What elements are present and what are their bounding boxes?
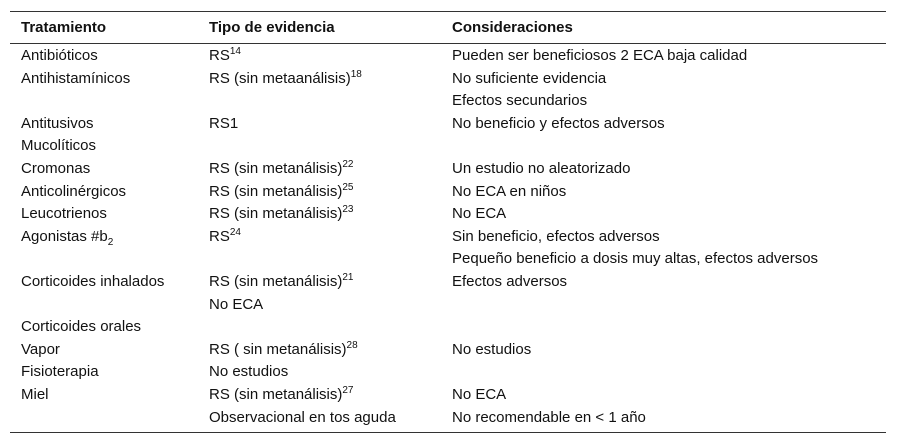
- table-row: [10, 361, 886, 384]
- consideracion-line: Efectos secundarios: [452, 92, 588, 110]
- header-tratamiento: Tratamiento: [21, 19, 107, 36]
- evidencia-text: RS1: [209, 114, 239, 132]
- cell-tipo-evidencia: [209, 361, 452, 384]
- tratamiento-label: Vapor: [21, 340, 60, 358]
- cell-tratamiento: [10, 68, 209, 113]
- cell-consideraciones: [452, 158, 886, 181]
- evidencia-line: [209, 339, 452, 362]
- cell-tratamiento: [10, 113, 209, 136]
- cell-tratamiento: [10, 316, 209, 339]
- evidencia-line: [209, 45, 452, 68]
- cell-tratamiento: [10, 135, 209, 158]
- tratamiento-text: [21, 226, 209, 249]
- cell-tipo-evidencia: [209, 271, 452, 316]
- tratamiento-label: Mucolíticos: [21, 137, 97, 155]
- table-row: [10, 316, 886, 339]
- cell-consideraciones: [452, 45, 886, 68]
- cell-consideraciones: [452, 316, 886, 339]
- consideracion-line: Sin beneficio, efectos adversos: [452, 227, 660, 245]
- cell-tipo-evidencia: [209, 226, 452, 271]
- cell-tratamiento: [10, 384, 209, 429]
- tratamiento-label: Corticoides orales: [21, 318, 142, 336]
- cell-consideraciones: [452, 361, 886, 384]
- consideracion-line: Pequeño beneficio a dosis muy altas, efectos adversos: [452, 250, 819, 268]
- evidencia-text: RS: [209, 47, 230, 64]
- reference-superscript: 27: [342, 384, 354, 396]
- table-row: [10, 68, 886, 113]
- evidencia-text: RS (sin metanálisis): [209, 205, 343, 223]
- cell-tratamiento: [10, 339, 209, 362]
- evidencia-text: RS (sin metanálisis): [209, 272, 343, 290]
- consideracion-line: No suficiente evidencia: [452, 69, 607, 87]
- evidencia-line: [209, 294, 452, 317]
- cell-tipo-evidencia: [209, 135, 452, 158]
- evidencia-text: RS (sin metanálisis): [209, 182, 343, 200]
- cell-tipo-evidencia: [209, 339, 452, 362]
- table-row: [10, 203, 886, 226]
- tratamiento-subscript: 2: [107, 236, 114, 248]
- cell-tipo-evidencia: [209, 181, 452, 204]
- cell-tratamiento: [10, 158, 209, 181]
- cell-consideraciones: [452, 203, 886, 226]
- consideracion-line: No beneficio y efectos adversos: [452, 114, 665, 132]
- cell-consideraciones: [452, 135, 886, 158]
- tratamiento-text: [21, 181, 209, 204]
- reference-superscript: 24: [229, 226, 241, 238]
- evidencia-line: [209, 271, 452, 294]
- evidencia-text: RS: [209, 227, 230, 245]
- table-row: [10, 158, 886, 181]
- tratamiento-label: Cromonas: [21, 159, 91, 177]
- table-body: [10, 44, 886, 432]
- consideracion-line: Un estudio no aleatorizado: [452, 159, 631, 177]
- tratamiento-text: [21, 361, 209, 384]
- table-row: [10, 45, 886, 68]
- tratamiento-label: Miel: [21, 385, 49, 403]
- cell-tipo-evidencia: [209, 113, 452, 136]
- tratamiento-text: [21, 316, 209, 339]
- tratamiento-text: [21, 339, 209, 362]
- tratamiento-label: Anticolinérgicos: [21, 182, 127, 200]
- tratamiento-label: Antibióticos: [21, 47, 98, 64]
- reference-superscript: 23: [342, 204, 354, 216]
- cell-tratamiento: [10, 271, 209, 316]
- consideracion-line: Efectos adversos: [452, 272, 568, 290]
- cell-tipo-evidencia: [209, 316, 452, 339]
- tratamiento-text: [21, 203, 209, 226]
- tratamiento-text: [21, 113, 209, 136]
- evidencia-line: [209, 158, 452, 181]
- table-header: [10, 12, 886, 44]
- evidencia-line: [209, 181, 452, 204]
- tratamiento-text: [21, 68, 209, 91]
- cell-consideraciones: [452, 68, 886, 113]
- cell-tipo-evidencia: [209, 45, 452, 68]
- consideracion-line: No ECA: [452, 205, 507, 223]
- reference-superscript: 25: [342, 181, 354, 193]
- tratamiento-text: [21, 158, 209, 181]
- table-row: [10, 226, 886, 271]
- cell-tratamiento: [10, 226, 209, 271]
- evidencia-text: RS (sin metanálisis): [209, 385, 343, 403]
- cell-tipo-evidencia: [209, 68, 452, 113]
- tratamiento-text: [21, 45, 209, 68]
- cell-consideraciones: [452, 271, 886, 316]
- cell-tratamiento: [10, 181, 209, 204]
- cell-tipo-evidencia: [209, 384, 452, 429]
- evidencia-line: [209, 68, 452, 91]
- table-row: [10, 339, 886, 362]
- tratamiento-label: Corticoides inhalados: [21, 272, 165, 290]
- table-row: [10, 113, 886, 136]
- cell-tratamiento: [10, 203, 209, 226]
- tratamiento-text: [21, 271, 209, 294]
- tratamiento-text: [21, 135, 209, 158]
- tratamiento-label: Antitusivos: [21, 114, 94, 132]
- evidencia-text: RS (sin metaanálisis): [209, 69, 351, 87]
- consideracion-line: No ECA en niños: [452, 182, 567, 200]
- cell-tratamiento: [10, 45, 209, 68]
- consideracion-line: No recomendable en < 1 año: [452, 408, 646, 426]
- cell-tipo-evidencia: [209, 158, 452, 181]
- evidencia-line: [209, 384, 452, 407]
- tratamiento-text: [21, 384, 209, 407]
- reference-superscript: 22: [342, 158, 354, 170]
- reference-superscript: 28: [346, 339, 358, 351]
- consideracion-line: Pueden ser beneficiosos 2 ECA baja calidad: [452, 47, 748, 64]
- table-row: [10, 384, 886, 429]
- header-consideraciones: Consideraciones: [452, 19, 573, 36]
- reference-superscript: 14: [229, 46, 241, 57]
- cell-consideraciones: [452, 384, 886, 429]
- tratamiento-label: Antihistamínicos: [21, 69, 131, 87]
- tratamiento-label: Agonistas #b: [21, 227, 108, 245]
- evidencia-text: No ECA: [209, 295, 264, 313]
- cell-consideraciones: [452, 339, 886, 362]
- table-row: [10, 181, 886, 204]
- header-tipo-evidencia: Tipo de evidencia: [209, 19, 335, 36]
- reference-superscript: 18: [350, 68, 362, 80]
- cell-consideraciones: [452, 226, 886, 271]
- evidencia-line: [209, 361, 452, 384]
- tratamiento-label: Leucotrienos: [21, 205, 107, 223]
- cell-tipo-evidencia: [209, 203, 452, 226]
- table-row: [10, 271, 886, 316]
- cell-consideraciones: [452, 181, 886, 204]
- evidencia-line: [209, 203, 452, 226]
- evidencia-text: RS (sin metanálisis): [209, 159, 343, 177]
- evidencia-line: [209, 226, 452, 249]
- evidencia-line: [209, 113, 452, 136]
- cell-tratamiento: [10, 361, 209, 384]
- evidencia-text: No estudios: [209, 363, 289, 381]
- evidencia-text: RS ( sin metanálisis): [209, 340, 347, 358]
- tratamiento-label: Fisioterapia: [21, 363, 99, 381]
- cell-consideraciones: [452, 113, 886, 136]
- consideracion-line: No estudios: [452, 340, 532, 358]
- evidencia-line: [209, 407, 452, 430]
- evidencia-text: Observacional en tos aguda: [209, 408, 396, 426]
- reference-superscript: 21: [342, 271, 354, 283]
- consideracion-line: No ECA: [452, 385, 507, 403]
- table-row: [10, 135, 886, 158]
- evidence-table: [10, 11, 886, 433]
